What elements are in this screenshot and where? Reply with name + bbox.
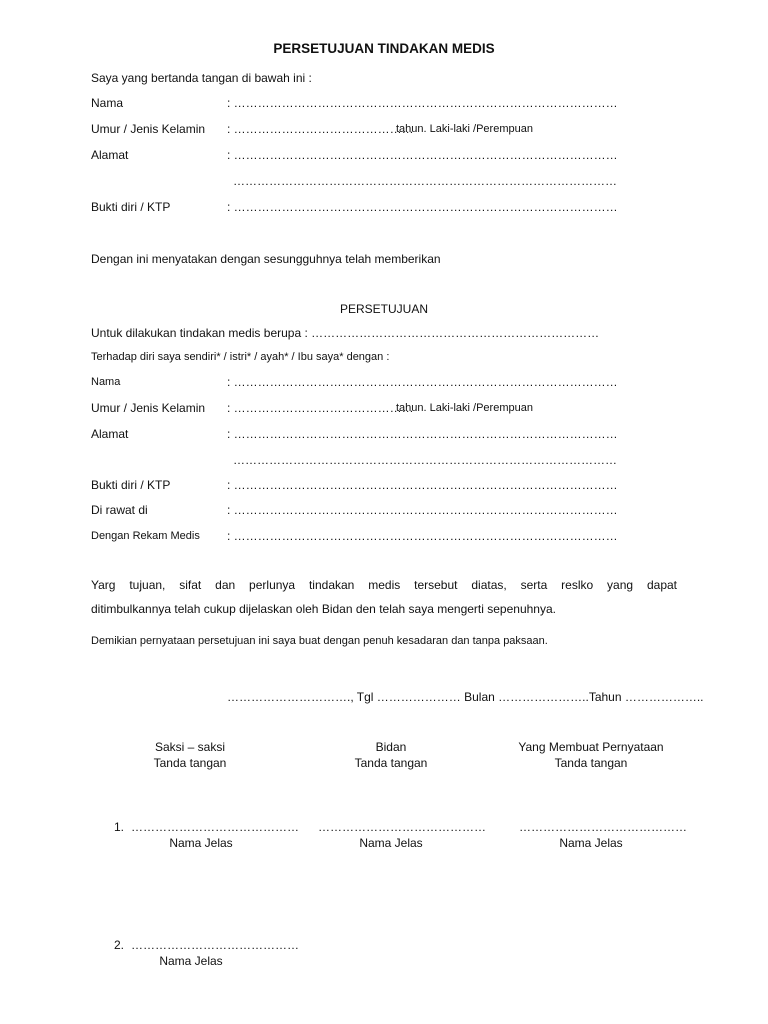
s2-rekam-label: Dengan Rekam Medis: [91, 530, 200, 542]
s1-alamat-field-2[interactable]: ……………………………………………………………………………………: [233, 174, 617, 188]
witness-1-nama-jelas: Nama Jelas: [169, 836, 233, 850]
bidan-nama-jelas: Nama Jelas: [359, 836, 423, 850]
saksi-ttd: Tanda tangan: [153, 756, 227, 770]
s1-alamat-label: Alamat: [91, 148, 129, 162]
demikian-text: Demikian pernyataan persetujuan ini saya buat dengan penuh kesadaran dan tanpa paksaan.: [91, 635, 548, 647]
s2-dirawat-label: Di rawat di: [91, 503, 148, 517]
s2-alamat-field[interactable]: : ……………………………………………………………………………………: [227, 427, 618, 441]
witness-1-signature-line[interactable]: ……………………………………: [131, 820, 299, 834]
terhadap-line: Terhadap diri saya sendiri* / istri* / ayah* / Ibu saya* dengan :: [91, 351, 390, 363]
s2-umur-suffix: tahun. Laki-laki /Perempuan: [396, 402, 533, 414]
paragraph-line-1: Yarg tujuan, sifat dan perlunya tindakan medis tersebut diatas, serta reslko yang dapat: [91, 578, 677, 592]
intro-text: Saya yang bertanda tangan di bawah ini :: [91, 71, 312, 85]
s2-alamat-field-2[interactable]: ……………………………………………………………………………………: [233, 453, 617, 467]
pernyataan-signature-line[interactable]: ……………………………………: [519, 820, 687, 834]
tindakan-line[interactable]: Untuk dilakukan tindakan medis berupa : ………………………………………………………………: [91, 326, 600, 340]
witness-1-number: 1.: [114, 820, 125, 834]
s2-umur-label: Umur / Jenis Kelamin: [91, 401, 206, 415]
s1-umur-field[interactable]: : ………………………………………: [227, 122, 414, 136]
s1-umur-suffix: tahun. Laki-laki /Perempuan: [396, 123, 533, 135]
s1-nama-label: Nama: [91, 96, 124, 110]
paragraph-line-2: ditimbulkannya telah cukup dijelaskan oleh Bidan den telah saya mengerti sepenuhnya.: [91, 602, 556, 616]
bidan-ttd: Tanda tangan: [354, 756, 428, 770]
s1-nama-field[interactable]: : ……………………………………………………………………………………: [227, 96, 618, 110]
persetujuan-heading: PERSETUJUAN: [339, 302, 428, 316]
s2-nama-label: Nama: [91, 376, 121, 388]
document-title: PERSETUJUAN TINDAKAN MEDIS: [273, 41, 495, 56]
s1-bukti-field[interactable]: : ……………………………………………………………………………………: [227, 200, 618, 214]
s2-bukti-field[interactable]: : ……………………………………………………………………………………: [227, 478, 618, 492]
saksi-title: Saksi – saksi: [154, 740, 226, 754]
s1-umur-label: Umur / Jenis Kelamin: [91, 122, 206, 136]
pernyataan-nama-jelas: Nama Jelas: [559, 836, 623, 850]
s2-bukti-label: Bukti diri / KTP: [91, 478, 171, 492]
s2-umur-field[interactable]: : ………………………………………: [227, 401, 414, 415]
pernyataan-ttd: Tanda tangan: [554, 756, 628, 770]
witness-2-nama-jelas: Nama Jelas: [159, 954, 223, 968]
s2-alamat-label: Alamat: [91, 427, 129, 441]
s1-alamat-field[interactable]: : ……………………………………………………………………………………: [227, 148, 618, 162]
pernyataan-title: Yang Membuat Pernyataan: [518, 740, 664, 754]
bidan-signature-line[interactable]: ……………………………………: [318, 820, 486, 834]
s2-rekam-field[interactable]: : ……………………………………………………………………………………: [227, 529, 618, 543]
witness-2-signature-line[interactable]: ……………………………………: [131, 938, 299, 952]
s1-bukti-label: Bukti diri / KTP: [91, 200, 171, 214]
s2-nama-field[interactable]: : ……………………………………………………………………………………: [227, 375, 618, 389]
date-line[interactable]: …………………………., Tgl ………………… Bulan …………………..Tahun ………………..: [227, 690, 704, 704]
s2-dirawat-field[interactable]: : ……………………………………………………………………………………: [227, 503, 618, 517]
bidan-title: Bidan: [375, 740, 407, 754]
statement-text: Dengan ini menyatakan dengan sesungguhnya telah memberikan: [91, 252, 441, 266]
witness-2-number: 2.: [114, 938, 125, 952]
